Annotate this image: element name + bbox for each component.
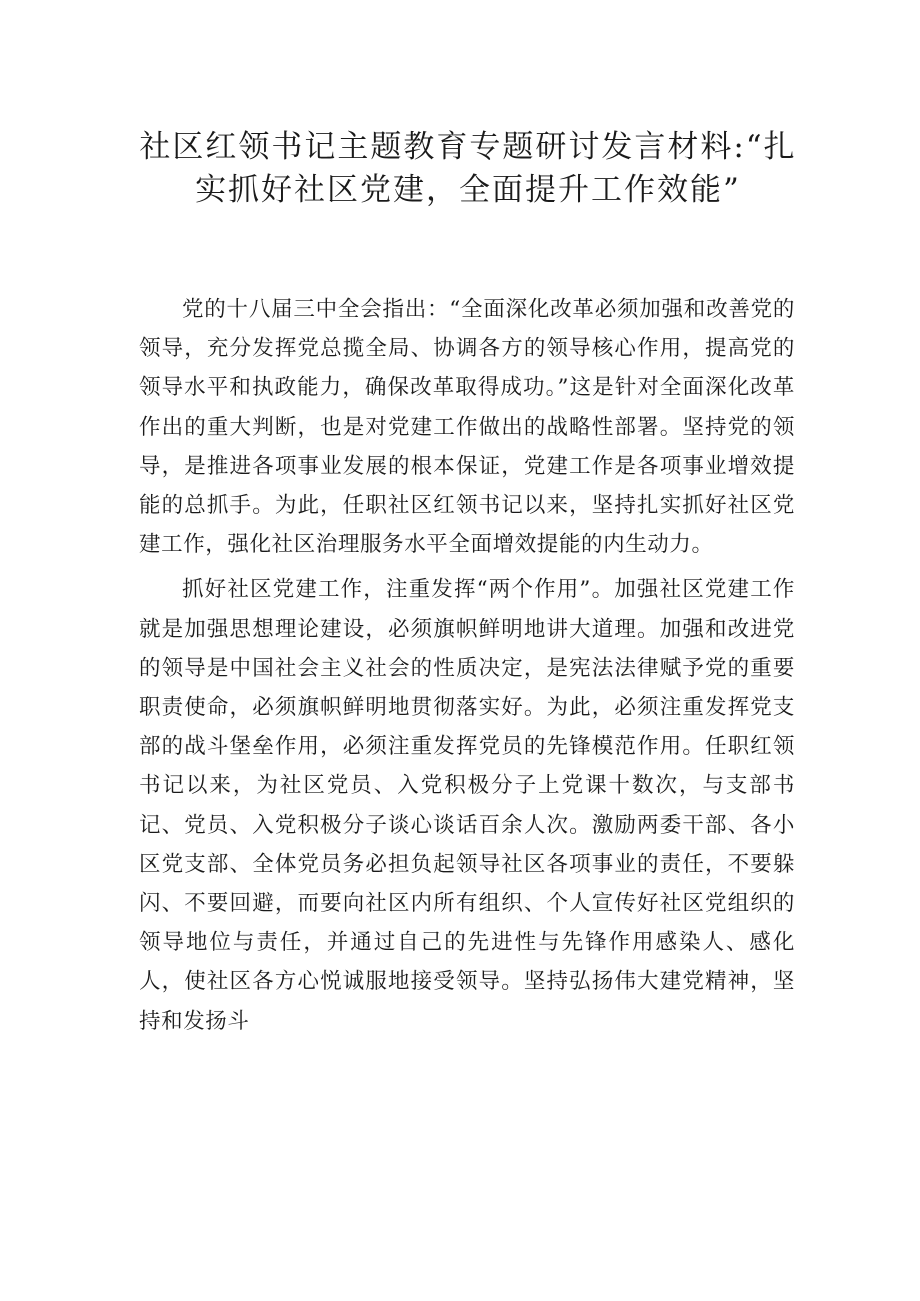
paragraph-1: 党的十八届三中全会指出：“全面深化改革必须加强和改善党的领导，充分发挥党总揽全局、协调各方的领导核心作用，提高党的领导水平和执政能力，确保改革取得成功。”这是针对全面深化改革作出的重大判断，也是对党建工作做出的战略性部署。坚持党的领导，是推进各项事业发展的根本保证，党建工作是各项事业增效提能的总抓手。为此，任职社区红领书记以来，坚持扎实抓好社区党建工作，强化社区治理服务水平全面增效提能的内生动力。 [139,297,795,558]
paragraph-2: 抓好社区党建工作，注重发挥“两个作用”。加强社区党建工作就是加强思想理论建设，必须旗帜鲜明地讲大道理。加强和改进党的领导是中国社会主义社会的性质决定，是宪法法律赋予党的重要职责使命，必须旗帜鲜明地贯彻落实好。为此，必须注重发挥党支部的战斗堡垒作用，必须注重发挥党员的先锋模范作用。任职红领书记以来，为社区党员、入党积极分子上党课十数次，与支部书记、党员、入党积极分子谈心谈话百余人次。激励两委干部、各小区党支部、全体党员务必担负起领导社区各项事业的责任，不要躲闪、不要回避，而要向社区内所有组织、个人宣传好社区党组织的领导地位与责任，并通过自己的先进性与先锋作用感染人、感化人，使社区各方心悦诚服地接受领导。坚持弘扬伟大建党精神，坚持和发扬斗 [139,577,795,1034]
document-title: 社区红领书记主题教育专题研讨发言材料:“扎实抓好社区党建，全面提升工作效能” [139,129,797,208]
document-body [139,290,795,1047]
